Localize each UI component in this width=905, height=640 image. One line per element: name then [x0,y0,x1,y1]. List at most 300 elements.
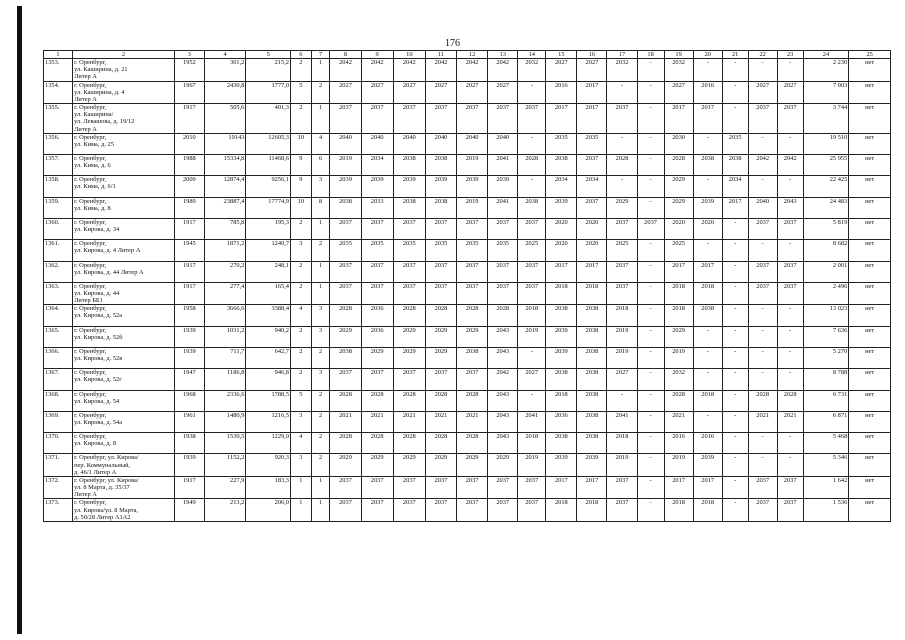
row-number-cell: 1365. [44,326,73,347]
column-number-header: 4 [204,51,246,59]
value-cell: 2028 [664,390,693,411]
value-cell: 2028 [457,433,488,454]
value-cell: 2038 [330,197,361,218]
value-cell: 2038 [330,347,361,368]
value-cell: 2020 [546,218,577,239]
address-cell [73,104,175,134]
column-number-header: 23 [777,51,803,59]
value-cell: 7 003 [803,81,849,104]
value-cell: - [637,155,664,176]
value-cell: 940,2 [246,326,291,347]
value-cell: 2033 [361,197,393,218]
value-cell: 642,7 [246,347,291,368]
value-cell: нет [849,176,891,197]
value-cell: 2038 [577,390,607,411]
value-cell: - [637,282,664,305]
value-cell: 2037 [457,476,488,499]
address-line: д. 46/1 Литер А [74,468,117,476]
value-cell: 2042 [488,59,518,82]
value-cell: 2041 [488,197,518,218]
value-cell: 3 [311,176,330,197]
column-number-header: 19 [664,51,693,59]
value-cell: 2017 [546,476,577,499]
value-cell: - [722,476,748,499]
value-cell: 1031,2 [204,326,246,347]
address-line: ул. Кирова, д. 8 [74,440,117,448]
value-cell: - [722,261,748,282]
value-cell: нет [849,433,891,454]
value-cell: 2039 [330,176,361,197]
address-line: д. 50/28 Литер А1А2 [74,513,131,521]
value-cell: 2042 [488,369,518,390]
row-number-cell: 1369. [44,411,73,432]
value-cell: нет [849,155,891,176]
value-cell: 8 [311,197,330,218]
address-line: г. Оренбург, [74,433,107,441]
value-cell: 2035 [722,133,748,154]
value-cell: 2016 [693,81,722,104]
value-cell: 1 [311,104,330,134]
value-cell: 2037 [330,261,361,282]
value-cell: 2037 [748,104,777,134]
value-cell: 401,3 [246,104,291,134]
value-cell: 2041 [488,155,518,176]
value-cell: 1917 [174,282,204,305]
value-cell: - [607,81,637,104]
value-cell: - [777,369,803,390]
value-cell: 2042 [361,59,393,82]
value-cell: 2029 [330,454,361,477]
value-cell: 8 788 [803,369,849,390]
value-cell: 2020 [664,218,693,239]
address-line: Литер А [74,491,97,499]
value-cell: 2027 [518,369,546,390]
value-cell: 2037 [488,282,518,305]
value-cell: 2019 [330,155,361,176]
value-cell: - [693,326,722,347]
value-cell: - [693,347,722,368]
value-cell: 2009 [174,176,204,197]
address-line: Литер А [74,73,97,81]
value-cell: - [722,326,748,347]
value-cell: 2039 [577,454,607,477]
value-cell: 2037 [330,499,361,522]
value-cell: 2018 [607,305,637,326]
value-cell: 2037 [361,104,393,134]
value-cell: 5 468 [803,433,849,454]
value-cell: 2038 [577,305,607,326]
value-cell: 2029 [393,454,425,477]
value-cell: 2018 [664,499,693,522]
value-cell: - [722,390,748,411]
value-cell: 2 [291,59,312,82]
value-cell: 2038 [457,347,488,368]
value-cell: 2039 [546,347,577,368]
column-number-header: 17 [607,51,637,59]
value-cell: 206,0 [246,499,291,522]
value-cell: 25 955 [803,155,849,176]
value-cell: 1917 [174,261,204,282]
value-cell: 2040 [748,197,777,218]
value-cell: 2028 [748,390,777,411]
value-cell: - [637,326,664,347]
value-cell: 2037 [457,261,488,282]
value-cell: 195,3 [246,218,291,239]
value-cell: - [637,59,664,82]
column-number-header: 21 [722,51,748,59]
table-row [44,133,891,154]
value-cell: 2037 [425,499,456,522]
value-cell: - [748,240,777,261]
value-cell: 2038 [577,326,607,347]
value-cell: 2028 [330,390,361,411]
value-cell: 1938 [174,433,204,454]
value-cell: - [722,499,748,522]
value-cell: 2018 [518,433,546,454]
value-cell: 2043 [488,390,518,411]
value-cell: 2029 [457,454,488,477]
table-row [44,59,891,82]
value-cell: 1949 [174,499,204,522]
value-cell: 2028 [664,155,693,176]
address-line: ул. Кирова, д. 54а [74,418,123,426]
value-cell: - [693,411,722,432]
table-row [44,282,891,305]
value-cell: нет [849,305,891,326]
value-cell: 1967 [174,81,204,104]
value-cell: 2038 [393,197,425,218]
column-number-header: 1 [44,51,73,59]
value-cell: 5 [291,81,312,104]
address-line: ул. Кирова, д. 54 [74,397,120,405]
value-cell: 2037 [748,499,777,522]
value-cell: 1777,0 [246,81,291,104]
value-cell: 3388,4 [246,305,291,326]
value-cell: - [748,454,777,477]
address-line: г. Оренбург, [74,282,107,290]
value-cell: 2027 [488,81,518,104]
value-cell: 301,2 [204,59,246,82]
value-cell: 2037 [777,104,803,134]
value-cell: 2 [291,347,312,368]
value-cell: - [637,499,664,522]
value-cell: 2028 [330,305,361,326]
address-cell [73,81,175,104]
value-cell: 1871,2 [204,240,246,261]
value-cell: 2037 [393,261,425,282]
value-cell: 2018 [664,305,693,326]
value-cell: 17774,9 [246,197,291,218]
value-cell: 2029 [488,454,518,477]
value-cell: 2018 [693,390,722,411]
value-cell: 1 [311,282,330,305]
value-cell: 2029 [425,454,456,477]
value-cell: 2037 [777,282,803,305]
value-cell: 2040 [330,133,361,154]
value-cell: 1480,9 [204,411,246,432]
value-cell: 2018 [546,390,577,411]
value-cell: нет [849,282,891,305]
value-cell: нет [849,81,891,104]
value-cell: 2 230 [803,59,849,82]
value-cell: - [637,104,664,134]
value-cell: 2025 [664,240,693,261]
value-cell: 2037 [393,104,425,134]
value-cell: - [722,454,748,477]
value-cell: нет [849,261,891,282]
value-cell: 2029 [361,454,393,477]
value-cell: 2029 [393,347,425,368]
address-line: ул. Кирова, д. 52г [74,376,122,384]
address-line: ул. Каширина/ [74,111,114,119]
value-cell: 2018 [518,305,546,326]
value-cell: 10 [291,133,312,154]
value-cell: 2037 [393,499,425,522]
value-cell: - [693,240,722,261]
value-cell: 2038 [546,155,577,176]
address-line: ул. Кирова, д. 52в [74,355,123,363]
value-cell: - [518,390,546,411]
value-cell: 2029 [425,347,456,368]
value-cell: 2021 [425,411,456,432]
table-row [44,411,891,432]
value-cell: - [722,305,748,326]
value-cell: нет [849,347,891,368]
value-cell: 2037 [607,282,637,305]
value-cell: 2035 [361,240,393,261]
value-cell: 2042 [393,59,425,82]
value-cell: 2035 [393,240,425,261]
value-cell: 2019 [607,347,637,368]
value-cell: 5 [291,390,312,411]
table-row [44,197,891,218]
value-cell: 4 [291,433,312,454]
address-cell [73,59,175,82]
value-cell: нет [849,240,891,261]
address-line: г. Оренбург, [74,369,107,377]
column-number-header: 14 [518,51,546,59]
row-number-cell: 1370. [44,433,73,454]
value-cell: 2010 [174,133,204,154]
value-cell: 3 [311,369,330,390]
value-cell: 5 346 [803,454,849,477]
column-number-header: 12 [457,51,488,59]
row-number-cell: 1359. [44,197,73,218]
value-cell: 2027 [425,81,456,104]
value-cell: 6 [311,155,330,176]
value-cell: - [693,369,722,390]
value-cell: - [748,433,777,454]
value-cell: - [722,433,748,454]
value-cell: 2021 [330,411,361,432]
address-line: ул. Каширина, д. 4 [74,88,125,96]
value-cell: 2020 [577,218,607,239]
value-cell: 2037 [361,282,393,305]
value-cell: 2039 [488,176,518,197]
value-cell: - [777,305,803,326]
value-cell: 2021 [393,411,425,432]
value-cell: 2028 [393,390,425,411]
binding-bar [17,6,22,634]
address-cell [73,240,175,261]
table-row [44,155,891,176]
value-cell: 1249,7 [246,240,291,261]
address-line: г. Оренбург, [74,218,107,226]
value-cell: 2027 [546,59,577,82]
value-cell: 2037 [488,499,518,522]
address-line: ул. Левашова, д. 19/12 [74,118,135,126]
table-row [44,454,891,477]
value-cell: 3 [311,326,330,347]
row-number-cell: 1367. [44,369,73,390]
address-cell [73,155,175,176]
table-row [44,347,891,368]
value-cell: 11468,6 [246,155,291,176]
value-cell: 2037 [518,104,546,134]
value-cell: 2037 [577,197,607,218]
value-cell: 2 [291,104,312,134]
value-cell: 2 [311,411,330,432]
value-cell: 2039 [457,176,488,197]
column-number-header: 9 [361,51,393,59]
address-cell [73,433,175,454]
value-cell: нет [849,411,891,432]
value-cell: 2028 [607,155,637,176]
value-cell: 2037 [361,499,393,522]
value-cell: 2040 [425,133,456,154]
value-cell: 2038 [425,197,456,218]
value-cell: - [722,347,748,368]
value-cell: 1216,5 [246,411,291,432]
value-cell: - [637,81,664,104]
value-cell: 2037 [777,261,803,282]
value-cell: 183,3 [246,476,291,499]
value-cell: 2037 [393,476,425,499]
address-cell [73,326,175,347]
value-cell: 2017 [577,81,607,104]
value-cell: 10 [291,197,312,218]
value-cell: 2017 [577,104,607,134]
value-cell: 2028 [518,155,546,176]
value-cell: 277,4 [204,282,246,305]
value-cell: 213,2 [204,499,246,522]
address-cell [73,305,175,326]
value-cell: 1229,0 [246,433,291,454]
row-number-cell: 1361. [44,240,73,261]
value-cell: 2019 [664,347,693,368]
value-cell: 8 682 [803,240,849,261]
value-cell: - [637,197,664,218]
value-cell: - [777,59,803,82]
value-cell: - [722,240,748,261]
value-cell: 2041 [518,411,546,432]
value-cell: 2039 [546,326,577,347]
value-cell: 2018 [577,282,607,305]
value-cell: 2430,8 [204,81,246,104]
row-number-cell: 1373. [44,499,73,522]
value-cell: 2020 [546,240,577,261]
value-cell: 2042 [777,155,803,176]
value-cell: 2037 [488,104,518,134]
address-line: Литер А [74,95,97,103]
value-cell: - [748,369,777,390]
value-cell: - [607,133,637,154]
value-cell: 2037 [393,218,425,239]
address-line: г. Оренбург, [74,59,107,66]
value-cell: 1939 [174,454,204,477]
value-cell: 711,7 [204,347,246,368]
value-cell: 2027 [607,369,637,390]
value-cell: 2034 [722,176,748,197]
value-cell: 2 [311,240,330,261]
table-row [44,261,891,282]
value-cell: 1152,2 [204,454,246,477]
value-cell: 2029 [393,326,425,347]
value-cell: 2032 [607,59,637,82]
value-cell: 1 [311,218,330,239]
value-cell: 2037 [748,476,777,499]
value-cell: - [748,176,777,197]
row-number-cell: 1371. [44,454,73,477]
value-cell: 2038 [425,155,456,176]
address-line: ул. Кима, д. 6 [74,162,111,170]
value-cell: 2019 [607,454,637,477]
value-cell: 920,3 [246,454,291,477]
value-cell: 2021 [457,411,488,432]
value-cell: 946,8 [246,369,291,390]
value-cell: 2037 [777,218,803,239]
value-cell: 2037 [607,499,637,522]
value-cell: 1968 [174,390,204,411]
value-cell: 2017 [693,104,722,134]
value-cell: 6 871 [803,411,849,432]
address-line: г. Оренбург, [74,133,107,141]
table-row [44,433,891,454]
value-cell: 2037 [457,218,488,239]
value-cell: - [637,176,664,197]
value-cell: 6 731 [803,390,849,411]
table-row [44,176,891,197]
value-cell: 215,2 [246,59,291,82]
address-cell [73,176,175,197]
value-cell: 2028 [393,433,425,454]
value-cell: 3 744 [803,104,849,134]
address-line: г. Оренбург, [74,347,107,355]
address-cell [73,369,175,390]
value-cell: 2043 [488,433,518,454]
value-cell: 2039 [425,176,456,197]
value-cell: 227,9 [204,476,246,499]
value-cell: 2037 [457,282,488,305]
row-number-cell: 1364. [44,305,73,326]
value-cell: 7 636 [803,326,849,347]
value-cell: 2037 [457,499,488,522]
address-line: пер. Коммунальный, [74,461,131,469]
column-numbers-row [44,51,891,59]
value-cell: 2029 [607,197,637,218]
value-cell: - [722,282,748,305]
address-line: ул. Каширина, д. 21 [74,66,128,74]
value-cell: 1 [311,476,330,499]
value-cell: - [637,433,664,454]
value-cell: 2037 [748,261,777,282]
value-cell: нет [849,499,891,522]
value-cell: 2038 [393,155,425,176]
column-number-header: 11 [425,51,456,59]
value-cell: 9256,1 [246,176,291,197]
value-cell: 1788,5 [246,390,291,411]
value-cell: - [777,433,803,454]
